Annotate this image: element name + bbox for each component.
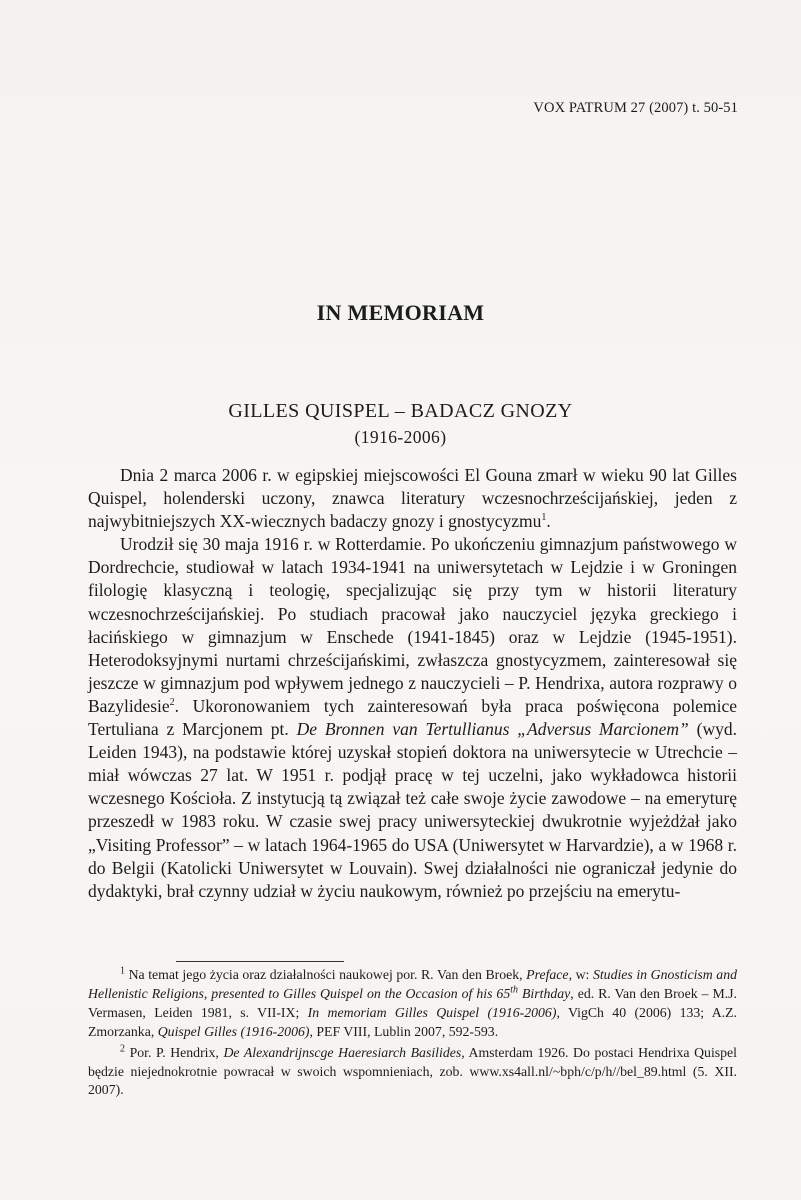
paragraph-text: . [546, 511, 551, 532]
footnote-italic: Preface [526, 967, 569, 982]
footnote-divider [176, 961, 344, 962]
paragraph [88, 533, 737, 903]
footnote-text: , VigCh 40 (2006) 133; A.Z. Zmorzanka, [88, 1004, 737, 1039]
footnote-italic: Quispel Gilles (1916-2006) [157, 1023, 310, 1039]
footnote-text: Na temat jego życia oraz działalności naukowej por. R. Van den Broek, [128, 967, 527, 982]
footnote-text: , PEF VIII, Lublin 2007, 592-593. [309, 1023, 499, 1039]
paragraph-text: Urodził się 30 maja 1916 r. w Rotterdamie. Po ukończeniu gimnazjum państwowego w Dordrechcie, studiował w latach 1934-1941 na uniwersytetach w Lejdzie i w Groningen filologię klasyczną i teologię, specjalizując się przy tym w historii literatury wczesnochrześcijańskiej. Po studiach pracował jako nauczyciel języka greckiego i łacińskiego w gimnazjum w Enschede (1941-1845) oraz w Lejdzie (1945-1951). Heterodoksyjnymi nurtami chrześcijańskimi, zwłaszcza gnostycyzmem, zainteresował się jeszcze w gimnazjum pod wpływem jednego z nauczycieli – P. Hendrixa, autora rozprawy o Bazylidesie [88, 534, 737, 716]
footnote-ref[interactable]: 2 [169, 697, 175, 709]
footnote-ref[interactable]: 1 [541, 512, 547, 524]
footnote-text: , ed. R. Van den Broek – M.J. Vermasen, Leiden 1981, s. VII-IX; [88, 985, 737, 1020]
footnote-mark: 2 [120, 1043, 125, 1055]
running-head: VOX PATRUM 27 (2007) t. 50-51 [533, 100, 738, 116]
paragraph-text: (wyd. Leiden 1943), na podstawie której uzyskał stopień doktora na uniwersytecie w Utrechcie – miał wówczas 27 lat. W 1951 r. podjął pracę w tej uczelni, jako wykładowca historii wczesnego Kościoła. Z instytucją tą związał też całe swoje życie zawodowe – na emeryturę przeszedł w 1983 roku. W czasie swej pracy uniwersyteckiej dwukrotnie wyjeżdżał jako „Visiting Professor” – w latach 1964-1965 do USA (Uniwersytet w Harvardzie), a w 1968 r. do Belgii (Katolicki Uniwersytet w Louvain). Swej działalności nie ograniczał jedynie do dydaktyki, brał czynny udział w życiu naukowym, również po przejściu na emerytu- [88, 719, 737, 901]
footnote [88, 966, 737, 1042]
footnote-text: , w: [568, 967, 593, 982]
footnote-italic-sup: th [510, 984, 519, 996]
footnote-italic: Studies in Gnosticism and Hellenistic Religions, presented to Gilles Quispel on the Occasion of his 65 [88, 967, 737, 1001]
footnote [88, 1044, 737, 1101]
footnote-italic: In memoriam Gilles Quispel (1916-2006) [307, 1004, 557, 1020]
footnotes [88, 966, 737, 1102]
article-body [88, 464, 737, 903]
article-dates: (1916-2006) [354, 427, 447, 447]
paragraph-text: . Ukoronowaniem tych zainteresowań była praca poświęcona polemice Tertuliana z Marcjonem pt. [88, 695, 737, 740]
footnote-italic: Birthday [518, 985, 571, 1001]
footnote-text: , Amsterdam 1926. Do postaci Hendrixa Quispel będzie niejednokrotnie powracał w swoich wspomnieniach, zob. www.xs4all.nl/~bph/c/p/h//bel_89.html (5. XII. 2007). [88, 1044, 737, 1098]
paragraph [88, 464, 737, 533]
paragraph-text: Dnia 2 marca 2006 r. w egipskiej miejscowości El Gouna zmarł w wieku 90 lat Gilles Quispel, holenderski uczony, znawca literatury wczesnochrześcijańskiej, jeden z najwybitniejszych XX-wiecznych badaczy gnozy i gnostycyzmu [88, 465, 737, 532]
footnote-italic: De Alexandrijnscge Haeresiarch Basilides [223, 1044, 462, 1060]
article-title-text: GILLES QUISPEL – BADACZ GNOZY [228, 400, 573, 422]
footnote-text: Por. P. Hendrix, [129, 1044, 224, 1060]
footnote-mark: 1 [120, 965, 125, 977]
cited-work-title: De Bronnen van Tertullianus „Adversus Marcionem” [296, 719, 689, 740]
section-title: IN MEMORIAM [316, 300, 485, 325]
article-title [0, 398, 801, 450]
